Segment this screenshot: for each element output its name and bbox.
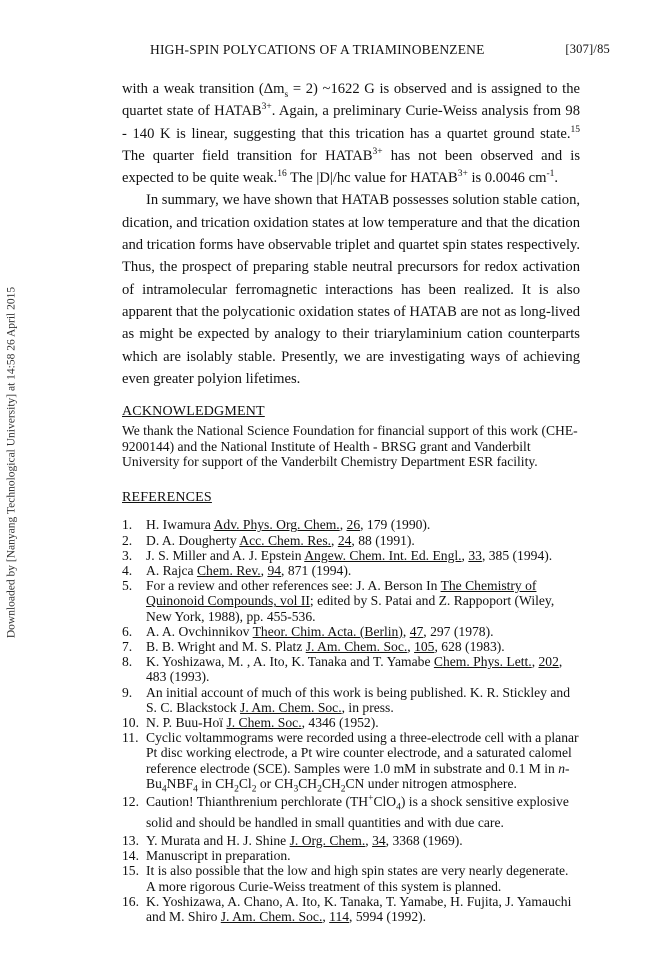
reference-number: 5. — [122, 578, 133, 594]
running-head-title: HIGH-SPIN POLYCATIONS OF A TRIAMINOBENZENE — [150, 42, 485, 57]
text-run: NBF — [166, 775, 194, 791]
reference-authors: Y. Murata and H. J. Shine — [146, 833, 290, 849]
text-run: -Bu — [146, 760, 570, 791]
download-watermark-text: Downloaded by [Nanyang Technological University] at 14:58 26 April 2015 — [5, 286, 18, 639]
reference-number: 4. — [122, 562, 133, 578]
text-run: CN under nitrogen atmosphere. — [345, 775, 517, 791]
reference-authors: D. A. Dougherty — [146, 532, 240, 548]
reference-pages: , 88 (1991). — [351, 532, 415, 548]
reference-number: 14. — [122, 848, 139, 864]
subscript: 3 — [293, 784, 299, 795]
separator: , — [339, 517, 347, 533]
journal-title: Chem. Phys. Lett. — [433, 654, 532, 670]
reference-number: 7. — [122, 638, 133, 654]
reference-pages: , 628 (1983). — [434, 638, 505, 654]
subscript: 2 — [234, 784, 239, 795]
subscript: 2 — [251, 784, 257, 795]
reference-note: Manuscript in preparation. — [146, 848, 291, 864]
reference-note: It is also possible that the low and high spin states are very nearly degenerate. A more rigorous Curie-Weiss treatment of this system is planned. — [146, 863, 569, 894]
journal-title: Chem. Rev. — [196, 562, 261, 578]
download-watermark — [5, 286, 18, 639]
reference-pages: , 179 (1990). — [360, 517, 431, 533]
reference-pages: , 871 (1994). — [281, 562, 352, 578]
journal-title: Angew. Chem. Int. Ed. Engl. — [304, 547, 462, 563]
text-run: . — [554, 170, 559, 187]
reference-item — [122, 848, 580, 863]
separator: , — [322, 909, 330, 925]
reference-authors: For a review and other references see: J. A. Berson In — [146, 578, 441, 594]
text-run: is 0.0046 cm — [467, 170, 547, 187]
volume: 114 — [329, 909, 350, 925]
reference-number: 1. — [122, 517, 133, 533]
reference-number: 9. — [122, 684, 133, 700]
reference-number: 11. — [122, 730, 139, 746]
reference-authors: K. Yoshizawa, A. Chano, A. Ito, K. Tanaka, T. Yamabe, H. Fujita, J. Yamauchi and M. Shiro — [146, 893, 572, 925]
text-run: in CH — [197, 775, 235, 791]
body-paragraph-2: In summary, we have shown that HATAB possesses solution stable cation, dication, and trication oxidation states at low temperature and that the dication and trication forms have observable triplet and quartet spin states respectively. Thus, the prospect of preparing stable neutral precursors for redox activation of intramolecular ferromagnetic interactions has been realized. It is also apparent that the polycationic oxidation states of HATAB are not as long-lived as might be expected by analogy to their triarylaminium cation counterparts which are isolably stable. Presently, we are investigating ways of achieving even greater polyion lifetimes. — [122, 192, 581, 387]
superscript: 3+ — [372, 147, 383, 158]
reference-pages: , 3368 (1969). — [385, 833, 463, 849]
subscript: 2 — [340, 784, 346, 795]
reference-details: ; edited by S. Patai and Z. Rappoport (Wiley, New York, 1988), pp. 455-536. — [146, 593, 555, 624]
reference-item — [122, 715, 580, 730]
reference-number: 12. — [122, 794, 139, 810]
reference-status: , in press. — [341, 699, 394, 715]
text-run: CH — [321, 775, 341, 791]
separator: , — [331, 532, 338, 548]
reference-number: 3. — [122, 547, 133, 563]
reference-item — [122, 578, 580, 624]
volume: 105 — [414, 638, 435, 654]
reference-number: 10. — [122, 715, 139, 730]
body-paragraph-1 — [122, 78, 580, 189]
volume: 34 — [372, 833, 386, 849]
reference-number: 13. — [122, 833, 139, 849]
reference-number: 2. — [122, 532, 133, 548]
reference-number: 6. — [122, 623, 133, 639]
reference-item — [122, 548, 580, 563]
text-run: or CH — [256, 775, 294, 791]
subscript: 4 — [193, 784, 198, 795]
journal-title: J. Am. Chem. Soc. — [220, 909, 323, 925]
text-run: The quarter field transition for HATAB — [122, 147, 373, 164]
journal-title: J. Chem. Soc. — [226, 715, 302, 730]
reference-pages: , 483 (1993). — [146, 654, 563, 685]
reference-authors: A. A. Ovchinnikov — [146, 623, 253, 639]
reference-item — [122, 730, 580, 795]
reference-item — [122, 563, 580, 578]
reference-pages: , 5994 (1992). — [349, 909, 427, 925]
reference-item — [122, 533, 580, 548]
volume: 94 — [267, 562, 282, 578]
citation-superscript: 16 — [277, 169, 287, 180]
reference-authors: A. Rajca — [146, 562, 197, 578]
reference-item — [122, 833, 580, 848]
separator: , — [407, 638, 415, 654]
reference-list — [122, 517, 580, 924]
text-run: = 2) ~1622 G is observed and is assigned to the quartet state of HATAB — [122, 81, 581, 120]
book-title: The Chemistry of Quinonoid Compounds, vol II — [146, 578, 537, 609]
reference-pages: , 4346 (1952). — [301, 715, 379, 730]
superscript: 3+ — [261, 102, 272, 113]
reference-note: Cyclic voltammograms were recorded using a three-electrode cell with a planar Pt disc working electrode, a Pt wire counter electrode, and a saturated calomel reference electrode (SCE). Samples were 1.0 mM in substrate and 0.1 M in — [146, 730, 579, 776]
reference-authors: J. S. Miller and A. J. Epstein — [146, 547, 305, 563]
superscript: 3+ — [457, 169, 468, 180]
separator: , — [260, 562, 268, 578]
acknowledgment-text: We thank the National Science Foundation for financial support of this work (CHE-9200144) and the National Institute of Health - BRSG grant and Vanderbilt University for support of the Vanderbilt Chemistry Department ESR facility. — [122, 423, 578, 469]
journal-title: Adv. Phys. Org. Chem. — [213, 517, 340, 533]
reference-number: 16. — [122, 893, 139, 909]
text-run: with a weak transition (Δm — [122, 81, 285, 97]
journal-title: J. Am. Chem. Soc. — [240, 699, 342, 715]
reference-item — [122, 639, 580, 654]
subscript: s — [284, 89, 289, 100]
reference-authors: K. Yoshizawa, M. , A. Ito, K. Tanaka and T. Yamabe — [146, 654, 434, 670]
text-run: ) is a shock sensitive explosive solid and should be handled in small quantities and with due care. — [146, 794, 569, 831]
citation-superscript: 15 — [570, 124, 580, 135]
separator: , — [402, 623, 410, 639]
volume: 202 — [538, 654, 559, 670]
text-run: The |D|/hc value for HATAB — [286, 170, 458, 187]
italic-n: n — [558, 760, 566, 776]
volume: 24 — [337, 532, 352, 548]
references-heading: REFERENCES — [122, 490, 212, 506]
text-run: has not been observed and is expected to be quite weak. — [122, 147, 580, 187]
subscript: 4 — [396, 802, 401, 813]
reference-authors: H. Iwamura — [146, 517, 214, 533]
separator: , — [365, 833, 373, 849]
subscript: 2 — [317, 784, 322, 795]
acknowledgment-heading: ACKNOWLEDGMENT — [122, 404, 265, 420]
subscript: 4 — [161, 784, 167, 795]
reference-pages: , 297 (1978). — [423, 623, 494, 639]
text-run: Cl — [238, 775, 252, 791]
superscript: + — [368, 793, 374, 804]
volume: 26 — [346, 517, 361, 533]
reference-item — [122, 685, 580, 715]
separator: , — [531, 654, 539, 670]
text-run: . Again, a preliminary Curie-Weiss analysis from 98 - 140 K is linear, suggesting that this trication has a quartet ground state. — [122, 103, 580, 142]
reference-pages: , 385 (1994). — [481, 547, 553, 563]
reference-number: 15. — [122, 863, 139, 879]
reference-item — [122, 791, 580, 833]
volume: 33 — [468, 547, 482, 563]
article-body — [122, 78, 580, 924]
reference-item — [122, 517, 580, 532]
text-run: CH — [298, 775, 318, 791]
reference-item — [122, 894, 580, 924]
reference-authors: N. P. Buu-Hoï — [146, 715, 227, 730]
reference-authors: An initial account of much of this work is being published. K. R. Stickley and S. C. Blackstock — [146, 684, 570, 715]
reference-note: Caution! Thianthrenium perchlorate (TH — [146, 794, 369, 810]
reference-item — [122, 624, 580, 639]
reference-item — [122, 863, 580, 893]
reference-number: 8. — [122, 654, 133, 670]
superscript: -1 — [546, 169, 555, 180]
reference-authors: B. B. Wright and M. S. Platz — [146, 638, 306, 654]
reference-item — [122, 654, 580, 684]
volume: 47 — [409, 623, 424, 639]
separator: , — [461, 547, 469, 563]
journal-title: Acc. Chem. Res. — [239, 532, 332, 548]
journal-title: Theor. Chim. Acta. (Berlin) — [252, 623, 403, 639]
text-run: ClO — [373, 794, 397, 810]
journal-title: J. Org. Chem. — [289, 833, 366, 849]
page-number: [307]/85 — [565, 42, 610, 56]
journal-title: J. Am. Chem. Soc. — [305, 638, 408, 654]
